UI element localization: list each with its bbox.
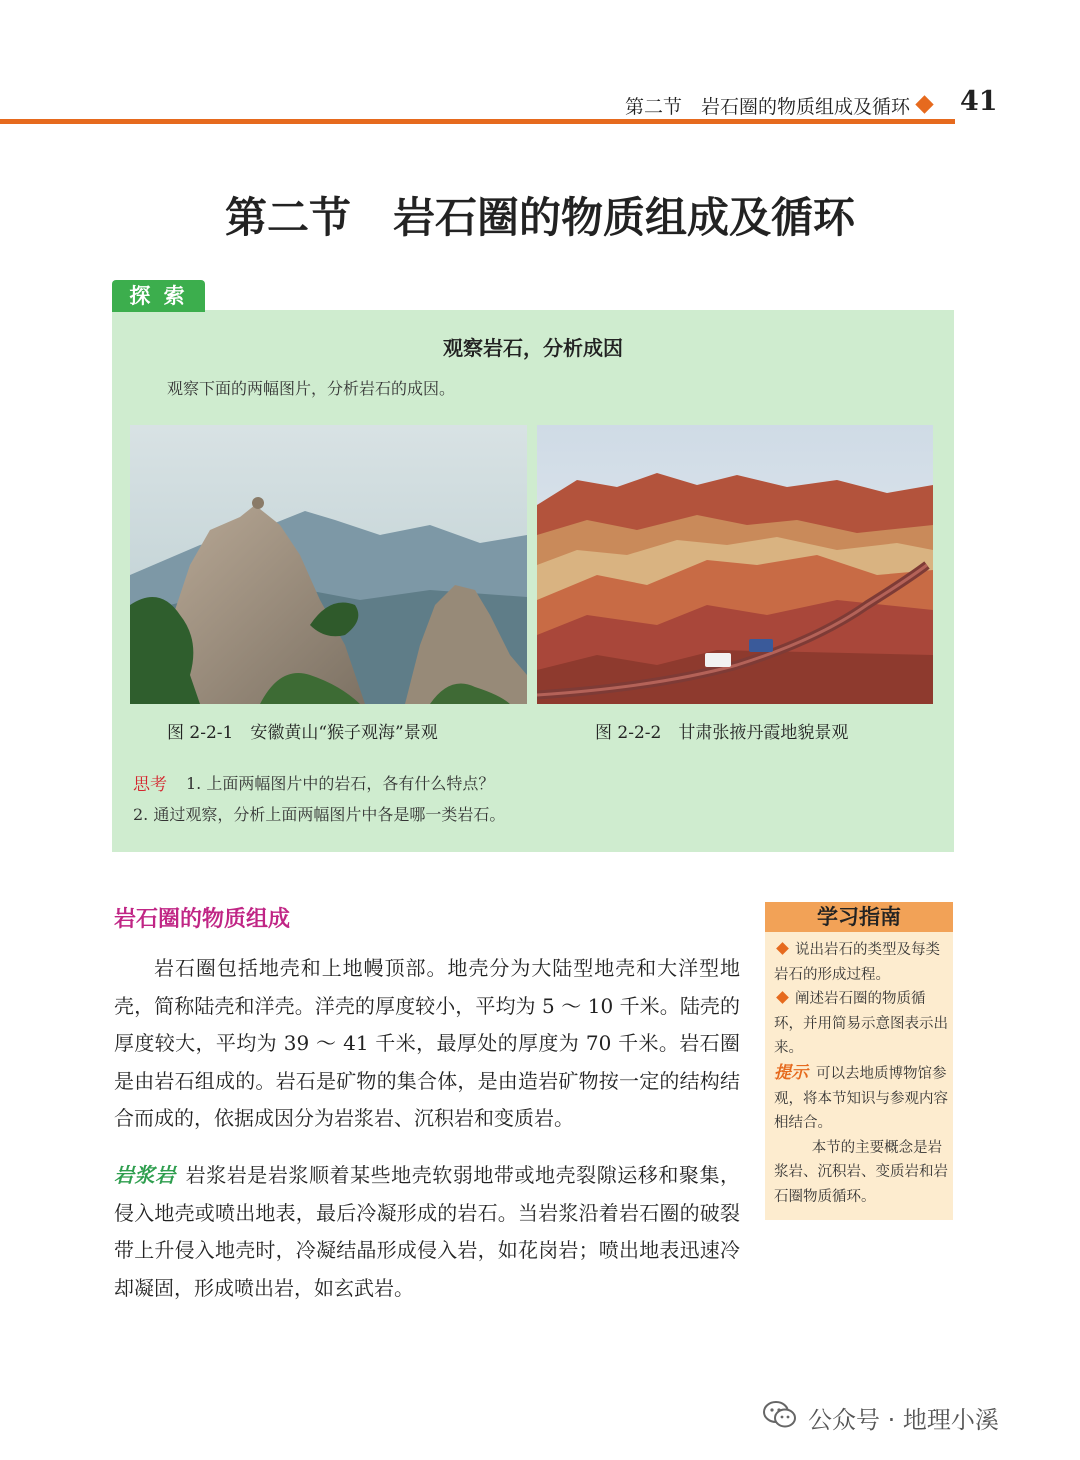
guide-title: 学习指南 xyxy=(765,902,953,932)
think-question-1: 1. 上面两幅图片中的岩石，各有什么特点？ xyxy=(186,774,495,793)
running-header-title: 第二节 岩石圈的物质组成及循环 xyxy=(624,96,910,118)
hint-label: 提示 xyxy=(774,1062,808,1083)
guide-summary: 本节的主要概念是岩浆岩、沉积岩、变质岩和岩石圈物质循环。 xyxy=(774,1139,948,1205)
explore-tab-label: 探 索 xyxy=(112,280,205,312)
body-paragraph-2-text: 岩浆岩是岩浆顺着某些地壳软弱地带或地壳裂隙运移和聚集，侵入地壳或喷出地表，最后冷凝形成的岩石。当岩浆沿着岩石圈的破裂带上升侵入地壳时，冷凝结晶形成侵入岩，如花岗岩；喷出地表迅速冷却凝固，形成喷出岩，如玄武岩。 xyxy=(114,1163,741,1300)
watermark-text: 公众号 · 地理小溪 xyxy=(808,1406,999,1434)
think-label: 思考 xyxy=(133,775,167,795)
header-divider xyxy=(0,119,955,124)
guide-item-1: 说出岩石的类型及每类岩石的形成过程。 xyxy=(774,942,940,983)
think-question-2: 2. 通过观察，分析上面两幅图片中各是哪一类岩石。 xyxy=(133,805,506,824)
page-number: 41 xyxy=(960,86,998,117)
figure-caption-1: 图 2-2-1 安徽黄山“猴子观海”景观 xyxy=(167,723,438,743)
diamond-bullet-icon xyxy=(776,942,789,955)
section-title: 第二节 岩石圈的物质组成及循环 xyxy=(224,193,855,242)
body-paragraph-1: 岩石圈包括地壳和上地幔顶部。地壳分为大陆型地壳和大洋型地壳，简称陆壳和洋壳。洋壳的厚度较小，平均为 5 ～ 10 千米。陆壳的厚度较大，平均为 39 ～ 41 千米，最厚处的厚度为 70 千米。岩石圈是由岩石组成的。岩石是矿物的集合体，是由造岩矿物按一定的结构结合而成的，依据成因分为岩浆岩、沉积岩和变质岩。 xyxy=(114,956,740,1130)
huangshan-photo xyxy=(130,425,527,704)
explore-instruction: 观察下面的两幅图片，分析岩石的成因。 xyxy=(167,379,456,398)
wechat-icon xyxy=(763,1400,797,1430)
body-paragraph-2 xyxy=(114,1157,740,1307)
term-igneous-rock: 岩浆岩 xyxy=(114,1163,176,1187)
zhangye-danxia-photo xyxy=(537,425,933,704)
diamond-bullet-icon xyxy=(776,991,789,1004)
diamond-icon xyxy=(915,95,933,113)
guide-hint: 提示 可以去地质博物馆参观，将本节知识与参观内容相结合。 xyxy=(774,1062,948,1132)
subsection-heading: 岩石圈的物质组成 xyxy=(114,907,291,932)
guide-content xyxy=(774,938,950,1210)
guide-item-2: 阐述岩石圈的物质循环，并用简易示意图表示出来。 xyxy=(774,991,948,1057)
explore-heading: 观察岩石，分析成因 xyxy=(443,336,623,360)
figure-caption-2: 图 2-2-2 甘肃张掖丹霞地貌景观 xyxy=(595,723,849,743)
